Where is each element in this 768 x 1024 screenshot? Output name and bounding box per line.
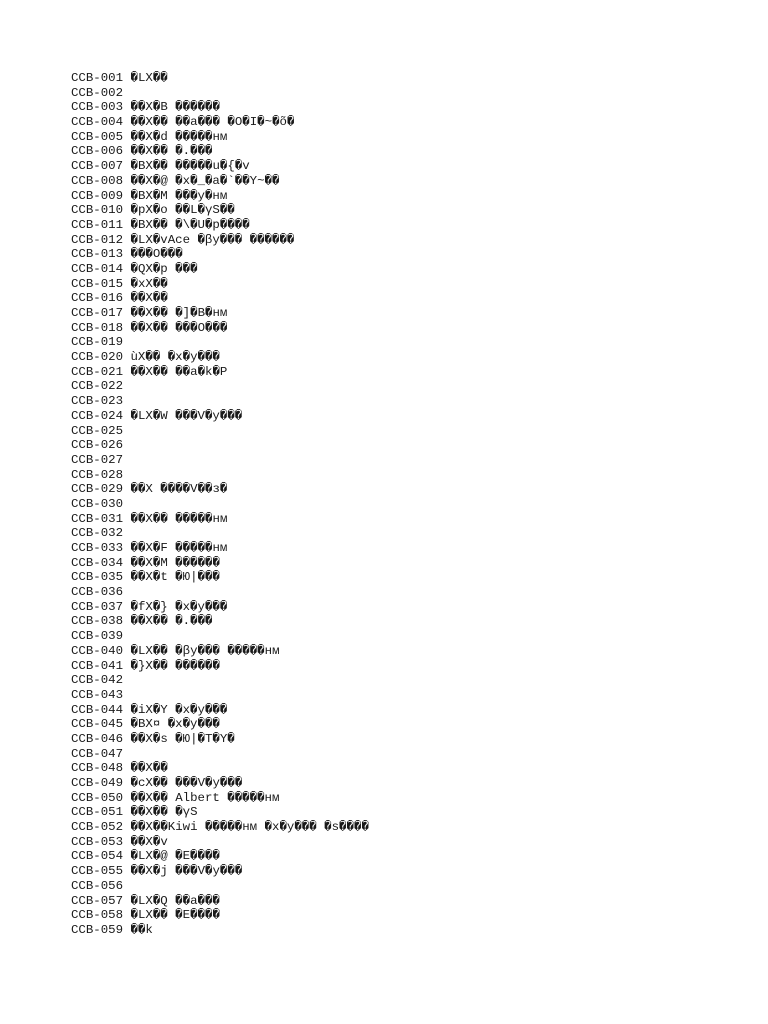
list-item bbox=[71, 144, 751, 159]
list-item bbox=[71, 350, 751, 365]
list-item bbox=[71, 570, 751, 585]
entry-text: �QX�p ��� bbox=[130, 261, 198, 276]
entry-code: CCB-020 bbox=[71, 350, 124, 365]
entry-text: �}X�� ������ bbox=[130, 658, 220, 673]
list-item bbox=[71, 629, 751, 644]
list-item bbox=[71, 86, 751, 101]
entry-text: ùX�� �x�y��� bbox=[130, 350, 220, 365]
list-item bbox=[71, 71, 751, 86]
list-item bbox=[71, 835, 751, 850]
entry-text: ��X�j ���V�y��� bbox=[130, 864, 243, 879]
entry-code: CCB-004 bbox=[71, 115, 124, 130]
entry-text: ��X�d �����нм bbox=[130, 129, 228, 144]
entry-code: CCB-033 bbox=[71, 541, 124, 555]
list-item bbox=[71, 291, 751, 306]
entry-code: CCB-009 bbox=[71, 188, 124, 203]
list-item bbox=[71, 791, 751, 806]
entry-code: CCB-050 bbox=[71, 790, 124, 805]
list-item bbox=[71, 115, 751, 130]
entry-code: CCB-008 bbox=[71, 173, 124, 188]
list-item bbox=[71, 159, 751, 174]
entry-text: ���O��� bbox=[130, 247, 183, 262]
entry-text: ��X�� �����нм bbox=[130, 511, 228, 526]
entry-code: CCB-034 bbox=[71, 555, 124, 570]
entry-code: CCB-045 bbox=[71, 717, 124, 732]
entry-code: CCB-054 bbox=[71, 849, 124, 864]
entry-text: �fX�} �x�y��� bbox=[130, 599, 228, 614]
entry-code: CCB-048 bbox=[71, 761, 124, 776]
entry-text: ��X ����V��з� bbox=[130, 482, 228, 497]
entry-code: CCB-056 bbox=[71, 878, 124, 893]
entry-code: CCB-024 bbox=[71, 408, 124, 423]
entry-code: CCB-047 bbox=[71, 746, 124, 761]
entry-code: CCB-035 bbox=[71, 570, 124, 585]
list-item bbox=[71, 233, 751, 248]
entry-code: CCB-026 bbox=[71, 438, 124, 453]
list-item bbox=[71, 218, 751, 233]
entry-code: CCB-057 bbox=[71, 893, 124, 908]
entry-text: �iX�Y �x�y��� bbox=[130, 702, 228, 717]
entry-text: ��k bbox=[130, 922, 153, 937]
list-item bbox=[71, 174, 751, 189]
list-item bbox=[71, 306, 751, 321]
entry-code: CCB-053 bbox=[71, 834, 124, 849]
entry-text: ��X�F �����нм bbox=[130, 541, 228, 555]
entry-text: �cX�� ���V�y��� bbox=[130, 776, 243, 790]
entry-code: CCB-002 bbox=[71, 85, 124, 100]
entry-code: CCB-006 bbox=[71, 144, 124, 159]
entry-code: CCB-025 bbox=[71, 423, 124, 438]
list-item bbox=[71, 130, 751, 145]
entry-code: CCB-040 bbox=[71, 643, 124, 658]
entry-code: CCB-027 bbox=[71, 452, 124, 467]
entry-code: CCB-055 bbox=[71, 864, 124, 879]
list-item bbox=[71, 409, 751, 424]
entry-code: CCB-028 bbox=[71, 467, 124, 482]
entry-text: ��X�@ �x�_�a�`��Y~�� bbox=[130, 173, 280, 188]
entry-code: CCB-018 bbox=[71, 320, 124, 335]
entry-text: �BX¤ �x�y��� bbox=[130, 717, 220, 732]
entry-code: CCB-023 bbox=[71, 394, 124, 409]
list-item bbox=[71, 468, 751, 483]
entry-code: CCB-005 bbox=[71, 129, 124, 144]
list-item bbox=[71, 556, 751, 571]
entry-text: �BX�� �����u�{�v bbox=[130, 159, 250, 174]
entry-code: CCB-015 bbox=[71, 276, 124, 291]
list-item bbox=[71, 659, 751, 674]
list-item bbox=[71, 600, 751, 615]
entry-text: �LX�� �βу��� �����нм bbox=[130, 643, 280, 658]
list-item bbox=[71, 482, 751, 497]
entry-text: ��X�� bbox=[130, 761, 168, 776]
list-item bbox=[71, 453, 751, 468]
list-item bbox=[71, 277, 751, 292]
entry-code: CCB-016 bbox=[71, 291, 124, 306]
entry-text: ��X�� bbox=[130, 291, 168, 306]
entry-code: CCB-030 bbox=[71, 496, 124, 511]
entry-code: CCB-031 bbox=[71, 511, 124, 526]
list-item bbox=[71, 849, 751, 864]
entry-text: �LX�� bbox=[130, 71, 168, 85]
list-item bbox=[71, 614, 751, 629]
entry-code: CCB-049 bbox=[71, 776, 124, 790]
entry-code: CCB-042 bbox=[71, 673, 124, 688]
entry-text: ��X�M ������ bbox=[130, 555, 220, 570]
entry-code: CCB-021 bbox=[71, 364, 124, 379]
entry-code: CCB-051 bbox=[71, 805, 124, 820]
list-item bbox=[71, 820, 751, 835]
entry-code: CCB-036 bbox=[71, 585, 124, 600]
entry-text: �LX�W ���V�y��� bbox=[130, 408, 243, 423]
list-item bbox=[71, 497, 751, 512]
list-item bbox=[71, 262, 751, 277]
entry-code: CCB-029 bbox=[71, 482, 124, 497]
document-body bbox=[71, 71, 751, 938]
entry-text: ��X�� Albert �����нм bbox=[130, 790, 280, 805]
entry-text: �BX�� �\�U�p���� bbox=[130, 217, 250, 232]
list-item bbox=[71, 321, 751, 336]
entry-code: CCB-041 bbox=[71, 658, 124, 673]
list-item bbox=[71, 365, 751, 380]
list-item bbox=[71, 717, 751, 732]
entry-text: ��X�� ��a��� �O�I�~�õ� bbox=[130, 115, 295, 130]
list-item bbox=[71, 761, 751, 776]
entry-text: �xX�� bbox=[130, 276, 168, 291]
entry-code: CCB-046 bbox=[71, 731, 124, 746]
entry-text: ��X�B ������ bbox=[130, 100, 220, 115]
entry-text: ��X��Kiwi �����нм �x�y��� �s���� bbox=[130, 820, 369, 835]
entry-text: ��X�� �]�B�нм bbox=[130, 306, 228, 320]
entry-code: CCB-001 bbox=[71, 71, 124, 85]
entry-code: CCB-022 bbox=[71, 379, 124, 394]
entry-code: CCB-038 bbox=[71, 614, 124, 629]
list-item bbox=[71, 776, 751, 791]
entry-code: CCB-003 bbox=[71, 100, 124, 115]
entry-code: CCB-014 bbox=[71, 261, 124, 276]
entry-code: CCB-011 bbox=[71, 217, 124, 232]
entry-text: �pX�o ��L�γS�� bbox=[130, 203, 235, 218]
list-item bbox=[71, 805, 751, 820]
list-item bbox=[71, 394, 751, 409]
list-item bbox=[71, 379, 751, 394]
entry-text: ��X�� �γS bbox=[130, 805, 198, 820]
list-item bbox=[71, 335, 751, 350]
entry-code: CCB-012 bbox=[71, 232, 124, 247]
list-item bbox=[71, 732, 751, 747]
list-item bbox=[71, 894, 751, 909]
entry-code: CCB-017 bbox=[71, 306, 124, 320]
entry-text: ��X�t �Ю|��� bbox=[130, 570, 220, 585]
entry-code: CCB-037 bbox=[71, 599, 124, 614]
list-item bbox=[71, 247, 751, 262]
entry-text: ��X�� �.��� bbox=[130, 144, 213, 159]
entry-code: CCB-044 bbox=[71, 702, 124, 717]
entry-text: ��X�� ��a�k�P bbox=[130, 364, 228, 379]
list-item bbox=[71, 100, 751, 115]
entry-code: CCB-019 bbox=[71, 335, 124, 350]
list-item bbox=[71, 908, 751, 923]
list-item bbox=[71, 864, 751, 879]
list-item bbox=[71, 526, 751, 541]
list-item bbox=[71, 512, 751, 527]
list-item bbox=[71, 703, 751, 718]
entry-code: CCB-010 bbox=[71, 203, 124, 218]
entry-text: ��X�� ���O��� bbox=[130, 320, 228, 335]
list-item bbox=[71, 541, 751, 556]
entry-code: CCB-058 bbox=[71, 908, 124, 923]
list-item bbox=[71, 438, 751, 453]
entry-code: CCB-032 bbox=[71, 526, 124, 541]
list-item bbox=[71, 923, 751, 938]
entry-text: �BX�M ���y�нм bbox=[130, 188, 228, 203]
list-item bbox=[71, 189, 751, 204]
list-item bbox=[71, 879, 751, 894]
entry-code: CCB-013 bbox=[71, 247, 124, 262]
list-item bbox=[71, 688, 751, 703]
entry-text: �LX�Q ��a��� bbox=[130, 893, 220, 908]
list-item bbox=[71, 585, 751, 600]
entry-text: ��X�� �.��� bbox=[130, 614, 213, 629]
entry-code: CCB-043 bbox=[71, 687, 124, 702]
entry-text: �LX�@ �E���� bbox=[130, 849, 220, 864]
entry-text: �LX�vAce �βу��� ������ bbox=[130, 232, 295, 247]
list-item bbox=[71, 424, 751, 439]
list-item bbox=[71, 747, 751, 762]
list-item bbox=[71, 644, 751, 659]
entry-text: ��X�v bbox=[130, 834, 168, 849]
list-item bbox=[71, 673, 751, 688]
entry-text: ��X�s �Ю|�T�Y� bbox=[130, 731, 235, 746]
entry-code: CCB-059 bbox=[71, 922, 124, 937]
entry-code: CCB-007 bbox=[71, 159, 124, 174]
entry-code: CCB-052 bbox=[71, 820, 124, 835]
entry-text: �LX�� �E���� bbox=[130, 908, 220, 923]
entry-code: CCB-039 bbox=[71, 629, 124, 644]
list-item bbox=[71, 203, 751, 218]
